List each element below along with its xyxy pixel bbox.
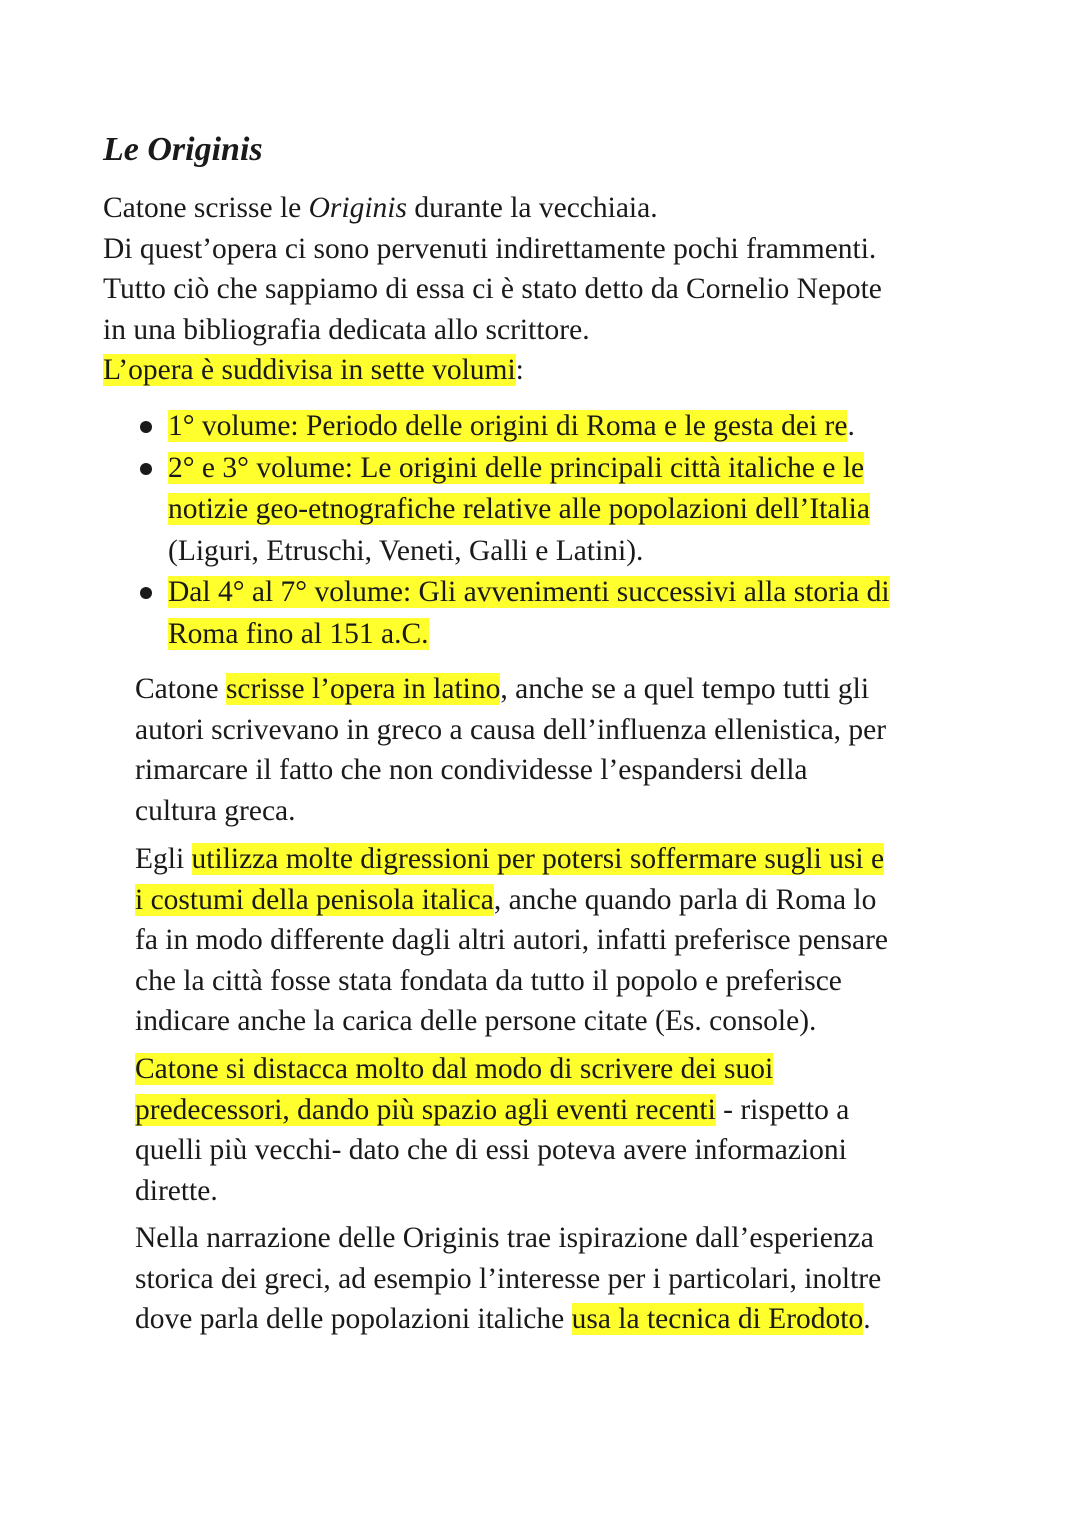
intro-line-1 (103, 188, 1003, 229)
list-item-line (168, 489, 1003, 531)
highlighted-text: scrisse l’opera in latino (225, 673, 501, 705)
paragraph-line (135, 839, 1015, 880)
highlighted-text: Catone si distacca molto dal modo di scrivere dei suoi (135, 1053, 774, 1085)
paragraph-line: rimarcare il fatto che non condividesse l’espandersi della (135, 754, 808, 786)
highlighted-text: notizie geo-etnografiche relative alle popolazioni dell’Italia (168, 493, 870, 525)
paragraph-line (135, 1049, 1015, 1090)
paragraph-line: quelli più vecchi- dato che di essi poteva avere informazioni (135, 1134, 847, 1166)
paragraph-line: indicare anche la carica delle persone citate (Es. console). (135, 1005, 817, 1037)
text-run: durante la vecchiaia. (406, 192, 658, 224)
highlighted-text: Roma fino al 151 a.C. (168, 617, 429, 650)
text-run: , anche quando parla di Roma lo (493, 883, 877, 916)
paragraph-line: fa in modo differente dagli altri autori, infatti preferisce pensare (135, 924, 889, 956)
paragraph-digressions (135, 839, 1015, 1042)
list-item (103, 448, 1003, 573)
italic-run: Originis (308, 192, 407, 224)
highlighted-text: Dal 4° al 7° volume: Gli avvenimenti successivi alla storia di (168, 576, 890, 608)
paragraph-line: autori scrivevano in greco a causa dell’influenza ellenistica, per (135, 713, 887, 746)
text-run: Catone scrisse le (103, 192, 309, 224)
bullet-dot-icon (140, 587, 152, 599)
paragraph-line: storica dei greci, ad esempio l’interesse per i particolari, inoltre (135, 1262, 882, 1295)
paragraph-inspiration (135, 1218, 1015, 1340)
intro-paragraph (103, 188, 1003, 391)
text-run: dove parla delle popolazioni italiche (135, 1303, 572, 1335)
list-item (103, 406, 1003, 448)
paragraph-line (135, 669, 1015, 710)
paragraph-line: cultura greca. (135, 794, 296, 827)
paragraph-latin (135, 669, 1015, 831)
text-run: - rispetto a (715, 1093, 850, 1126)
list-item-line (168, 448, 1003, 490)
intro-line-5 (103, 350, 1003, 391)
bullet-dot-icon (140, 463, 152, 475)
text-run: . (863, 1303, 871, 1335)
list-item-line (168, 572, 1003, 614)
paragraph-line: dirette. (135, 1174, 218, 1207)
highlighted-text: L’opera è suddivisa in sette volumi (103, 354, 516, 386)
paragraph-predecessors (135, 1049, 1015, 1211)
page-title: Le Originis (103, 131, 263, 168)
paragraph-line (135, 1090, 1015, 1131)
text-run: . (847, 410, 855, 442)
intro-line-4: in una bibliografia dedicata allo scrittore. (103, 313, 590, 346)
highlighted-text: i costumi della penisola italica (135, 883, 494, 916)
list-item (103, 572, 1003, 655)
list-item-line (168, 406, 1003, 448)
bullet-dot-icon (140, 421, 152, 433)
paragraph-line: Nella narrazione delle Originis trae ispirazione dall’esperienza (135, 1222, 874, 1254)
intro-line-3: Tutto ciò che sappiamo di essa ci è stato detto da Cornelio Nepote (103, 273, 882, 305)
highlighted-text: 1° volume: Periodo delle origini di Roma e le gesta dei re (168, 410, 848, 442)
intro-line-2: Di quest’opera ci sono pervenuti indirettamente pochi frammenti. (103, 232, 877, 265)
highlighted-text: usa la tecnica di Erodoto (571, 1303, 864, 1335)
list-item-line: (Liguri, Etruschi, Veneti, Galli e Latini). (168, 534, 644, 567)
paragraph-line (135, 1299, 1015, 1340)
text-run: Egli (135, 843, 192, 875)
highlighted-text: utilizza molte digressioni per potersi soffermare sugli usi e (191, 843, 885, 875)
paragraph-line (135, 880, 1015, 921)
list-item-line (168, 614, 1003, 656)
paragraph-line: che la città fosse stata fondata da tutto il popolo e preferisce (135, 964, 842, 997)
highlighted-text: predecessori, dando più spazio agli eventi recenti (135, 1093, 716, 1126)
text-run: : (515, 354, 524, 386)
text-run: Catone (135, 673, 226, 705)
highlighted-text: 2° e 3° volume: Le origini delle principali città italiche e le (168, 451, 865, 484)
volumes-list (103, 406, 1003, 655)
text-run: , anche se a quel tempo tutti gli (500, 673, 870, 705)
